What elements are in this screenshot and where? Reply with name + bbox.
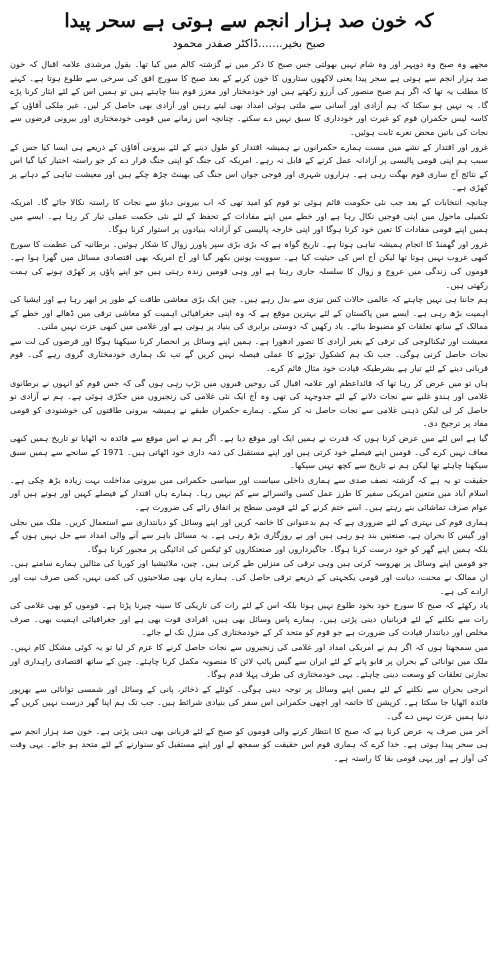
article-paragraph: انرجی بحران سے نکلنے کے لئے ہمیں اپنے وسائل پر توجہ دینی ہوگی۔ کوئلے کے ذخائر، پانی کے وسائل اور شمسی توانائی سے بھرپور فائدہ اٹھایا جا سکتا ہے۔ کرپشن کا خاتمہ اور اچھی حکمرانی اس سفر کی بنیادی شرائط ہیں۔ جب تک ہم اپنا گھر درست نہیں کریں گے دنیا ہمیں عزت نہیں دے گی۔ <box>10 683 488 721</box>
article-body <box>10 58 488 765</box>
article-paragraph: غرور اور گھمنڈ کا انجام ہمیشہ تباہی ہوتا ہے۔ تاریخ گواہ ہے کہ بڑی بڑی سپر پاورز زوال کا شکار ہوئیں۔ برطانیہ کی عظمت کا سورج کبھی غروب نہیں ہوتا تھا لیکن آج اس کی حیثیت کیا ہے۔ سوویت یونین بکھر گیا اور آج امریکہ بھی اقتصادی مسائل میں گھرا ہوا ہے۔ قوموں کی زندگی میں عروج و زوال کا سلسلہ جاری رہتا ہے اور وہی قومیں زندہ رہتی ہیں جو اپنے پاؤں پر کھڑی ہونے کی ہمت رکھتی ہیں۔ <box>10 238 488 290</box>
article-paragraph: ہاں تو میں عرض کر رہا تھا کہ قائداعظم اور علامہ اقبال کی روحیں قبروں میں تڑپ رہی ہوں گی کہ جس قوم کو انہوں نے برطانوی غلامی اور ہندو غلبے سے نجات دلانے کے لئے جدوجہد کی تھی وہ آج ایک نئی غلامی کی زنجیروں میں جکڑی ہوئی ہے۔ ہم نے آزادی تو حاصل کر لی لیکن ذہنی غلامی سے نجات حاصل نہ کر سکے۔ ہمارے حکمران طبقے نے ہمیشہ بیرونی طاقتوں کی خوشنودی کو قومی مفاد پر ترجیح دی۔ <box>10 377 488 429</box>
article-paragraph: حقیقت تو یہ ہے کہ گزشتہ نصف صدی سے ہماری داخلی سیاست اور سیاسی حکمرانی میں بیرونی مداخلت بہت زیادہ بڑھ چکی ہے۔ اسلام آباد میں متعین امریکی سفیر کا طرز عمل کسی وائسرائے سے کم نہیں رہا۔ ہمارے ہاں اقتدار کے فیصلے کہیں اور ہوتے ہیں اور عوام صرف تماشائی بنے رہتے ہیں۔ اسے ختم کرنے کے لئے قومی سطح پر اتفاق رائے کی ضرورت ہے۔ <box>10 474 488 512</box>
article-paragraph: یاد رکھئے کہ صبح کا سورج خود بخود طلوع نہیں ہوتا بلکہ اس کے لئے رات کی تاریکی کا سینہ چیرنا پڑتا ہے۔ قوموں کو بھی غلامی کی رات سے نکلنے کے لئے قربانیاں دینی پڑتی ہیں۔ ہمارے پاس وسائل بھی ہیں، افرادی قوت بھی ہے اور جغرافیائی اہمیت بھی۔ صرف مخلص اور دیانتدار قیادت کی ضرورت ہے جو قوم کو متحد کر کے خودمختاری کی منزل تک لے جائے۔ <box>10 600 488 638</box>
article-paragraph: جو قومیں اپنے وسائل پر بھروسہ کرتی ہیں وہی ترقی کی منزلیں طے کرتی ہیں۔ چین، ملائیشیا اور کوریا کی مثالیں ہمارے سامنے ہیں۔ ان ممالک نے محنت، دیانت اور قومی یکجہتی کے ذریعے ترقی حاصل کی۔ ہمارے ہاں بھی صلاحیتوں کی کمی نہیں، کمی صرف نیت اور ارادے کی ہے۔ <box>10 558 488 596</box>
article-paragraph: میں سمجھتا ہوں کہ اگر ہم نے امریکی امداد اور غلامی کی زنجیروں سے نجات حاصل کرنے کا عزم کر لیا تو یہ کوئی مشکل کام نہیں۔ ملک میں توانائی کے بحران پر قابو پانے کے لئے ایران سے گیس پائپ لائن کا منصوبہ مکمل کرنا چاہئے۔ چین کے ساتھ اقتصادی راہداری اور تجارتی تعلقات کو وسعت دینی چاہئے۔ یہی خودمختاری کی طرف پہلا قدم ہوگا۔ <box>10 641 488 680</box>
article-byline: صبح بخیر.......ڈاکٹر صفدر محمود <box>172 37 326 50</box>
article-paragraph: آخر میں صرف یہ عرض کرنا ہے کہ صبح کا انتظار کرنے والی قوموں کو صبح کے لئے قربانی بھی دینی پڑتی ہے۔ خون صد ہزار انجم سے ہی سحر پیدا ہوتی ہے۔ خدا کرے کہ ہماری قوم اس حقیقت کو سمجھ لے اور اپنے مستقبل کو سنوارنے کے لئے متحد ہو جائے۔ یہی وقت کی آواز ہے اور یہی قومی بقا کا راستہ ہے۔ <box>10 725 488 763</box>
article-paragraph: معیشت اور ٹیکنالوجی کی ترقی کے بغیر آزادی کا تصور ادھورا ہے۔ ہمیں اپنے وسائل پر انحصار کرنا سیکھنا ہوگا اور قرضوں کی لت سے نجات حاصل کرنی ہوگی۔ جب تک ہم کشکول توڑنے کا عملی فیصلہ نہیں کریں گے تب تک ہماری خودمختاری گروی رہے گی۔ قوم قربانی دینے کے لئے تیار ہے بشرطیکہ قیادت خود مثال قائم کرے۔ <box>10 335 488 374</box>
article-paragraph: گیا ہے اس لئے میں عرض کرتا ہوں کہ قدرت نے ہمیں ایک اور موقع دیا ہے۔ اگر ہم نے اس موقع سے فائدہ نہ اٹھایا تو تاریخ ہمیں کبھی معاف نہیں کرے گی۔ قومیں اپنے فیصلے خود کرتی ہیں اور اپنے مستقبل کی ذمہ داری خود اٹھاتی ہیں۔ 1971 کے سانحے سے ہمیں سبق سیکھنا چاہئے تھا لیکن ہم نے تاریخ سے کچھ نہیں سیکھا۔ <box>10 433 488 471</box>
article-headline: کہ خون صد ہزار انجم سے ہوتی ہے سحر پیدا <box>64 10 434 32</box>
article-paragraph: ہماری قوم کی بہتری کے لئے ضروری ہے کہ ہم بدعنوانی کا خاتمہ کریں اور اپنے وسائل کو دیانتداری سے استعمال کریں۔ ملک میں بجلی اور گیس کا بحران ہے، صنعتیں بند ہو رہی ہیں اور بے روزگاری بڑھ رہی ہے۔ یہ مسائل باہر سے آنے والی امداد سے حل نہیں ہوں گے بلکہ ہمیں اپنے گھر کو خود درست کرنا ہوگا۔ جاگیرداروں اور صنعتکاروں کو ٹیکس کی ادائیگی پر مجبور کرنا ہوگا۔ <box>10 516 488 554</box>
article-paragraph: مجھے وہ صبح وہ دوپہر اور وہ شام نہیں بھولتی جس صبح کا ذکر میں نے گزشتہ کالم میں کیا تھا۔ بقول مرشدی علامہ اقبال کہ خون صد ہزار انجم سے ہوتی ہے سحر پیدا یعنی لاکھوں ستاروں کا خون کرنے کے بعد صبح کا سورج افق کی سرخی سے طلوع ہوتا ہے۔ کہنے کا مطلب یہ تھا کہ اگر ہم صبح منصور کی آرزو رکھتے ہیں اور خودمختار اور معزز قوم بننا چاہتے ہیں تو ہمیں اس کے لئے ایثار کرنا پڑے گا۔ یہ نہیں ہو سکتا کہ ہم آزادی اور آسانی سے ملتی ہوئی امداد بھی لیتے رہیں اور آزادی بھی حاصل کر لیں۔ غیر ملکی آقاؤں کے کاسہ لیس حکمران قوم کو غیرت اور خودداری کا سبق نہیں دے سکتے۔ چنانچہ اس زمانے میں قومی خودمختاری اور بیرونی قرضوں سے نجات کی باتیں محض نعرے ثابت ہوئیں۔ <box>10 59 488 137</box>
article-paragraph: غرور اور اقتدار کے نشے میں مست ہمارے حکمرانوں نے ہمیشہ اقتدار کو طول دینے کے لئے بیرونی آقاؤں کے ذریعے ہی ایسا کیا جس کے سبب ہم اپنی قومی پالیسی پر آزادانہ عمل کرنے کے قابل نہ رہے۔ امریکہ کی جنگ کو اپنی جنگ قرار دے کر جو راستہ اختیار کیا گیا اس کے نتائج آج ساری قوم بھگت رہی ہے۔ ہزاروں شہری اور فوجی جوان اس جنگ کی بھینٹ چڑھ چکے ہیں اور معیشت تباہی کے دہانے پر کھڑی ہے۔ <box>10 141 488 193</box>
article-paragraph: ہم جاننا ہی نہیں چاہتے کہ عالمی حالات کس تیزی سے بدل رہے ہیں۔ چین ایک بڑی معاشی طاقت کے طور پر ابھر رہا ہے اور ایشیا کی اہمیت بڑھ رہی ہے۔ ایسے میں پاکستان کے لئے بہترین موقع ہے کہ وہ اپنی جغرافیائی اہمیت کو معاشی ترقی میں ڈھالے اور خطے کے ممالک کے ساتھ تعلقات کو مضبوط بنائے۔ یاد رکھیں کہ دوستی برابری کی بنیاد پر ہوتی ہے اور غلامی میں کبھی عزت نہیں ملتی۔ <box>10 294 488 332</box>
article-paragraph: چنانچہ انتخابات کے بعد جب نئی حکومت قائم ہوئی تو قوم کو امید تھی کہ اب بیرونی دباؤ سے نجات کا راستہ نکالا جائے گا۔ امریکہ تکمیلی ماحول میں اپنی فوجیں نکال رہا ہے اور خطے میں اپنے مفادات کے تحفظ کے لئے نئی حکمت عملی تیار کر رہا ہے۔ ایسے میں ہمیں اپنے قومی مفادات کا تعین خود کرنا ہوگا اور اپنی خارجہ پالیسی کو آزادانہ بنیادوں پر استوار کرنا ہوگا۔ <box>10 196 488 235</box>
